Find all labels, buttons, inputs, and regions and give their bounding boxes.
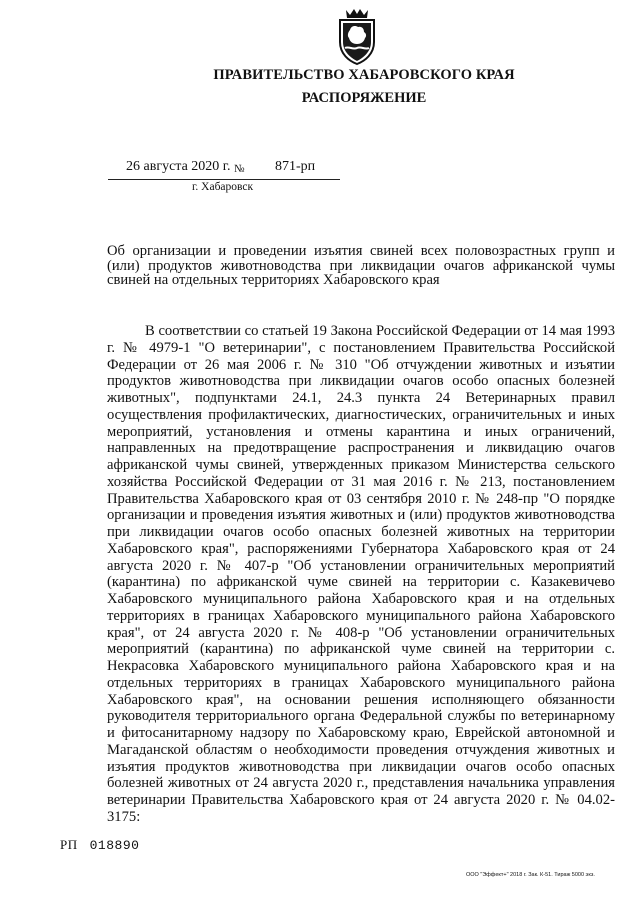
registration-line — [108, 159, 340, 180]
organization-title: ПРАВИТЕЛЬСТВО ХАБАРОВСКОГО КРАЯ — [213, 67, 515, 83]
document-number: 871-рп — [275, 159, 316, 174]
body-paragraph: В соответствии со статьей 19 Закона Российской Федерации от 14 мая 1993 г. № 4979-1 "О ветеринарии", с постановлением Правительства Российской Федерации от 26 мая 2006 г. № 310 "Об отчуждении животных и изъятии продуктов животноводства при ликвидации очагов особо опасных болезней животных", подпунктами 24.1, 24.3 пункта 24 Ветеринарных правил осуществления профилактических, диагностических, ограничительных и иных мероприятий, установления и отмены карантина и иных ограничений, направленных на предотвращение распространения и ликвидацию очагов африканской чумы свиней, утвержденных приказом Министерства сельского хозяйства Российской Федерации от 31 мая 2016 г. № 213, постановлением Правительства Хабаровского края от 03 сентября 2010 г. № 248-пр "О порядке организации и проведения изъятия животных и (или) продуктов животноводства при ликвидации очагов особо опасных болезней животных на территории Хабаровского края", распоряжениями Губернатора Хабаровского края от 24 августа 2020 г. № 407-р "Об установлении ограничительных мероприятий (карантина) по африканской чуме свиней на территории с. Казакевичево Хабаровского муниципального района Хабаровского края и на отдельных территориях в границах Хабаровского муниципального района Хабаровского края", от 24 августа 2020 г. № 408-р "Об установлении ограничительных мероприятий (карантина) по африканской чуме свиней на территории с. Некрасовка Хабаровского муниципального района Хабаровского края и на отдельных территориях в границах Хабаровского муниципального района Хабаровского края", на основании решения исполняющего обязанности руководителя территориального органа Федеральной службы по ветеринарному и фитосанитарному надзору по Хабаровскому краю, Еврейской автономной и Магаданской областям о необходимости проведения отчуждения животных и изъятия продуктов животноводства при ликвидации очагов особо опасных болезней животных от 24 августа 2020 г., представления начальника управления ветеринарии Правительства Хабаровского края от 24 августа 2020 г. № 04.02-3175: — [107, 323, 615, 825]
serial-prefix: РП — [60, 837, 78, 852]
city-label: г. Хабаровск — [192, 181, 254, 193]
coat-of-arms-icon — [334, 8, 380, 66]
number-sign: № — [234, 163, 245, 175]
document-body — [107, 323, 615, 826]
serial-value: 018890 — [89, 838, 140, 853]
document-subject — [107, 244, 615, 288]
document-type: РАСПОРЯЖЕНИЕ — [301, 90, 427, 106]
serial-number — [60, 837, 139, 853]
document-date: 26 августа 2020 г. — [126, 159, 231, 174]
printer-info: ООО "Эффект+" 2018 г. Зак. К-51. Тираж 5000 экз. — [466, 872, 595, 878]
subject-text: Об организации и проведении изъятия свиней всех половозрастных групп и (или) продуктов животноводства при ликвидации очагов африканской чумы свиней на отдельных территориях Хабаровского края — [107, 243, 615, 288]
